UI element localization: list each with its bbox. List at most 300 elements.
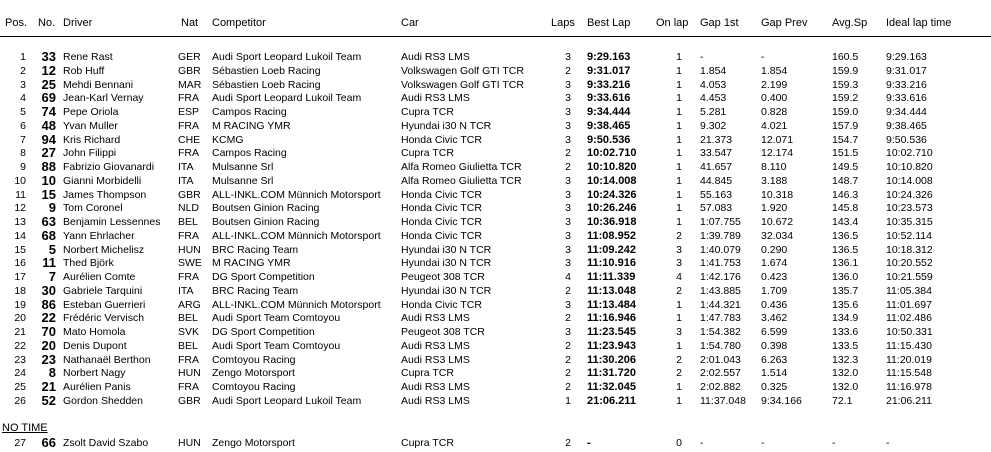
cell-onlap: 1 xyxy=(676,133,682,146)
cell-gapprev: 3.188 xyxy=(761,174,788,187)
cell-pos: 12 xyxy=(14,202,26,215)
cell-competitor: Zengo Motorsport xyxy=(212,367,295,380)
cell-onlap: 1 xyxy=(676,339,682,352)
cell-onlap: 2 xyxy=(676,367,682,380)
cell-car: Audi RS3 LMS xyxy=(401,51,470,63)
cell-car: Audi RS3 LMS xyxy=(401,339,470,352)
cell-pos: 1 xyxy=(20,51,26,63)
cell-laps: 2 xyxy=(565,381,571,393)
cell-no: 86 xyxy=(41,296,56,312)
table-row xyxy=(0,436,991,450)
header-gap1: Gap 1st xyxy=(700,17,739,29)
table-row xyxy=(0,284,991,298)
cell-competitor: Audi Sport Leopard Lukoil Team xyxy=(212,394,362,407)
cell-avg: 159.2 xyxy=(832,92,859,105)
cell-nat: HUN xyxy=(178,367,201,380)
cell-gapprev: 2.199 xyxy=(761,78,788,91)
cell-laps: 3 xyxy=(565,174,571,187)
cell-nat: ITA xyxy=(178,161,194,173)
cell-gap1: 1:41.753 xyxy=(700,257,741,270)
header-avg: Avg.Sp xyxy=(832,17,868,29)
cell-nat: GBR xyxy=(178,64,201,77)
cell-best: 9:31.017 xyxy=(587,64,631,77)
cell-no: 25 xyxy=(41,76,56,92)
cell-no: 22 xyxy=(41,310,56,326)
cell-car: Honda Civic TCR xyxy=(401,229,482,242)
cell-gapprev: 1.920 xyxy=(761,202,788,215)
cell-ideal: 11:05.384 xyxy=(886,284,932,297)
cell-laps: 3 xyxy=(565,92,571,105)
cell-onlap: 1 xyxy=(676,161,682,173)
cell-avg: 151.5 xyxy=(832,147,859,160)
cell-nat: HUN xyxy=(178,437,201,449)
cell-gap1: 1:42.176 xyxy=(700,271,741,283)
header-laps: Laps xyxy=(551,17,575,29)
cell-onlap: 1 xyxy=(676,298,682,311)
table-row xyxy=(0,119,991,133)
cell-avg: 132.0 xyxy=(832,367,859,380)
cell-driver: Rob Huff xyxy=(63,64,105,77)
cell-avg: 135.6 xyxy=(832,298,859,311)
cell-gapprev: 8.110 xyxy=(761,161,787,173)
cell-gap1: - xyxy=(700,437,704,449)
cell-laps: 2 xyxy=(565,353,571,366)
cell-pos: 20 xyxy=(14,312,26,325)
cell-pos: 21 xyxy=(14,326,26,338)
cell-onlap: 1 xyxy=(676,188,682,201)
cell-pos: 19 xyxy=(14,298,26,311)
cell-nat: FRA xyxy=(178,119,199,132)
cell-gapprev: 0.400 xyxy=(761,92,788,105)
cell-onlap: 3 xyxy=(676,326,682,338)
cell-gapprev: 0.828 xyxy=(761,106,788,118)
cell-laps: 3 xyxy=(565,51,571,63)
cell-best: 11:13.048 xyxy=(587,284,636,297)
cell-avg: 143.4 xyxy=(832,216,859,228)
cell-pos: 6 xyxy=(20,119,26,132)
cell-no: 9 xyxy=(48,200,56,216)
table-row xyxy=(0,270,991,284)
cell-laps: 2 xyxy=(565,284,571,297)
cell-competitor: Audi Sport Team Comtoyou xyxy=(212,339,341,352)
cell-ideal: 10:02.710 xyxy=(886,147,933,160)
cell-driver: Aurélien Panis xyxy=(63,381,131,393)
header-nat: Nat xyxy=(181,17,199,29)
cell-gapprev: 0.290 xyxy=(761,243,788,256)
cell-laps: 2 xyxy=(565,147,571,160)
cell-pos: 14 xyxy=(14,229,26,242)
cell-car: Honda Civic TCR xyxy=(401,202,482,215)
cell-competitor: Boutsen Ginion Racing xyxy=(212,216,320,228)
cell-gap1: 1:54.780 xyxy=(700,339,741,352)
cell-onlap: 1 xyxy=(676,92,682,105)
cell-pos: 2 xyxy=(20,64,26,77)
cell-gap1: 1:54.382 xyxy=(700,326,741,338)
cell-best: 10:02.710 xyxy=(587,147,637,160)
cell-driver: Tom Coronel xyxy=(63,202,123,215)
cell-gapprev: 6.599 xyxy=(761,326,788,338)
cell-nat: FRA xyxy=(178,353,199,366)
header-no: No. xyxy=(38,17,56,29)
cell-competitor: Audi Sport Leopard Lukoil Team xyxy=(212,51,362,63)
cell-ideal: 10:52.114 xyxy=(886,229,932,242)
table-row xyxy=(0,243,991,257)
cell-gap1: 57.083 xyxy=(700,202,733,215)
cell-avg: 159.0 xyxy=(832,106,859,118)
cell-pos: 25 xyxy=(14,381,26,393)
header-competitor: Competitor xyxy=(212,17,266,29)
cell-competitor: Campos Racing xyxy=(212,147,287,160)
cell-gap1: 1:44.321 xyxy=(700,298,741,311)
cell-onlap: 1 xyxy=(676,106,682,118)
cell-car: Peugeot 308 TCR xyxy=(401,271,485,283)
cell-best: - xyxy=(587,437,591,449)
cell-competitor: Zengo Motorsport xyxy=(212,437,295,449)
cell-ideal: - xyxy=(886,437,890,449)
cell-pos: 3 xyxy=(20,78,26,91)
table-row xyxy=(0,298,991,312)
cell-no: 11 xyxy=(42,255,56,271)
cell-laps: 2 xyxy=(565,312,571,325)
cell-no: 63 xyxy=(41,214,56,229)
cell-competitor: ALL-INKL.COM Münnich Motorsport xyxy=(212,229,381,242)
cell-onlap: 0 xyxy=(676,437,682,449)
cell-driver: Zsolt David Szabo xyxy=(63,437,149,449)
cell-no: 15 xyxy=(41,186,56,202)
cell-no: 66 xyxy=(41,435,56,450)
header-gapprev: Gap Prev xyxy=(761,17,808,29)
cell-gap1: 1:39.789 xyxy=(700,229,741,242)
cell-onlap: 1 xyxy=(676,381,682,393)
cell-no: 52 xyxy=(41,392,56,408)
cell-no: 5 xyxy=(48,241,56,257)
cell-gap1: 11:37.048 xyxy=(700,394,746,407)
cell-avg: - xyxy=(832,437,836,449)
cell-gapprev: 10.318 xyxy=(761,188,794,201)
cell-best: 11:09.242 xyxy=(587,243,636,256)
cell-driver: Frédéric Vervisch xyxy=(63,312,145,325)
cell-onlap: 1 xyxy=(676,64,682,77)
table-row xyxy=(0,160,991,174)
cell-nat: NLD xyxy=(178,202,200,215)
cell-laps: 3 xyxy=(565,298,571,311)
cell-avg: 154.7 xyxy=(832,133,859,146)
cell-gapprev: 3.462 xyxy=(761,312,788,325)
cell-gap1: 1:40.079 xyxy=(700,243,741,256)
cell-pos: 17 xyxy=(14,271,26,283)
cell-driver: James Thompson xyxy=(63,188,147,201)
cell-best: 9:33.616 xyxy=(587,92,631,105)
cell-gapprev: 1.514 xyxy=(761,367,788,380)
cell-nat: BEL xyxy=(178,339,198,352)
cell-car: Honda Civic TCR xyxy=(401,216,482,228)
cell-best: 11:16.946 xyxy=(587,312,636,325)
cell-no: 12 xyxy=(41,62,56,78)
table-row xyxy=(0,146,991,160)
cell-competitor: DG Sport Competition xyxy=(212,271,315,283)
cell-competitor: Comtoyou Racing xyxy=(212,381,296,393)
cell-competitor: DG Sport Competition xyxy=(212,326,315,338)
cell-avg: 157.9 xyxy=(832,119,859,132)
cell-ideal: 10:23.573 xyxy=(886,202,933,215)
cell-ideal: 21:06.211 xyxy=(886,394,932,407)
cell-onlap: 1 xyxy=(676,394,682,407)
table-row xyxy=(0,91,991,105)
table-row xyxy=(0,133,991,147)
cell-gapprev: 1.674 xyxy=(761,257,788,270)
cell-car: Alfa Romeo Giulietta TCR xyxy=(401,161,522,173)
cell-gap1: 1.854 xyxy=(700,64,727,77)
cell-driver: Rene Rast xyxy=(63,51,113,63)
cell-driver: Denis Dupont xyxy=(63,339,127,352)
cell-onlap: 1 xyxy=(676,216,682,228)
header-onlap: On lap xyxy=(656,17,689,29)
cell-car: Volkswagen Golf GTI TCR xyxy=(401,64,524,77)
cell-competitor: BRC Racing Team xyxy=(212,243,299,256)
table-row xyxy=(0,311,991,325)
cell-best: 10:14.008 xyxy=(587,174,637,187)
table-row xyxy=(0,188,991,202)
cell-gap1: 33.547 xyxy=(700,147,733,160)
table-row xyxy=(0,353,991,367)
cell-ideal: 11:20.019 xyxy=(886,353,932,366)
cell-avg: 136.0 xyxy=(832,271,859,283)
cell-gap1: 2:02.557 xyxy=(700,367,741,380)
cell-no: 94 xyxy=(41,131,56,147)
cell-nat: HUN xyxy=(178,243,201,256)
table-row xyxy=(0,339,991,353)
cell-avg: 136.1 xyxy=(832,257,859,270)
cell-best: 9:50.536 xyxy=(587,133,631,146)
cell-car: Hyundai i30 N TCR xyxy=(401,257,492,270)
cell-best: 10:36.918 xyxy=(587,216,637,228)
cell-gapprev: 0.325 xyxy=(761,381,788,393)
cell-pos: 23 xyxy=(14,353,26,366)
table-row xyxy=(0,201,991,215)
cell-avg: 136.5 xyxy=(832,229,859,242)
cell-ideal: 10:18.312 xyxy=(886,243,933,256)
cell-nat: FRA xyxy=(178,229,199,242)
cell-competitor: Comtoyou Racing xyxy=(212,353,296,366)
cell-car: Honda Civic TCR xyxy=(401,133,482,146)
cell-driver: Norbert Michelisz xyxy=(63,243,145,256)
cell-car: Volkswagen Golf GTI TCR xyxy=(401,78,524,91)
cell-pos: 8 xyxy=(20,147,26,160)
cell-no: 69 xyxy=(41,90,56,106)
cell-car: Cupra TCR xyxy=(401,106,454,118)
cell-pos: 11 xyxy=(15,188,26,201)
cell-gapprev: 0.398 xyxy=(761,339,788,352)
cell-laps: 2 xyxy=(565,64,571,77)
cell-avg: 146.3 xyxy=(832,188,859,201)
cell-laps: 3 xyxy=(565,243,571,256)
cell-car: Peugeot 308 TCR xyxy=(401,326,485,338)
cell-onlap: 1 xyxy=(676,312,682,325)
cell-best: 21:06.211 xyxy=(587,394,636,407)
cell-driver: Fabrizio Giovanardi xyxy=(63,161,155,173)
table-row xyxy=(0,380,991,394)
table-row xyxy=(0,50,991,64)
table-row xyxy=(0,174,991,188)
cell-competitor: ALL-INKL.COM Münnich Motorsport xyxy=(212,298,381,311)
cell-gap1: 21.373 xyxy=(700,133,733,146)
cell-ideal: 9:33.616 xyxy=(886,92,927,105)
cell-nat: GBR xyxy=(178,394,201,407)
cell-gap1: 44.845 xyxy=(700,174,733,187)
cell-gapprev: - xyxy=(761,51,765,63)
cell-competitor: ALL-INKL.COM Münnich Motorsport xyxy=(212,188,381,201)
cell-no: 23 xyxy=(41,351,56,367)
cell-driver: Jean-Karl Vernay xyxy=(63,92,144,105)
cell-competitor: M RACING YMR xyxy=(212,119,291,132)
cell-onlap: 1 xyxy=(676,78,682,91)
cell-onlap: 1 xyxy=(676,51,682,63)
cell-best: 10:26.246 xyxy=(587,202,637,215)
header-ideal: Ideal lap time xyxy=(886,17,952,29)
cell-avg: 72.1 xyxy=(832,394,853,407)
table-row xyxy=(0,256,991,270)
cell-gapprev: 1.854 xyxy=(761,64,788,77)
cell-nat: ARG xyxy=(178,298,201,311)
cell-best: 9:29.163 xyxy=(587,51,631,63)
cell-avg: 132.3 xyxy=(832,353,859,366)
cell-car: Cupra TCR xyxy=(401,367,454,380)
cell-nat: ESP xyxy=(178,106,200,118)
cell-best: 9:34.444 xyxy=(587,106,631,118)
cell-onlap: 1 xyxy=(676,119,682,132)
no-time-label: NO TIME xyxy=(2,422,48,434)
cell-nat: SVK xyxy=(178,326,200,338)
cell-pos: 22 xyxy=(14,339,26,352)
cell-no: 70 xyxy=(41,324,56,339)
cell-car: Audi RS3 LMS xyxy=(401,353,470,366)
cell-driver: Nathanaël Berthon xyxy=(63,353,151,366)
cell-competitor: Audi Sport Leopard Lukoil Team xyxy=(212,92,362,105)
cell-laps: 2 xyxy=(565,161,571,173)
cell-gap1: 4.053 xyxy=(700,78,727,91)
cell-ideal: 11:15.548 xyxy=(886,367,932,380)
cell-pos: 18 xyxy=(14,284,26,297)
cell-ideal: 9:31.017 xyxy=(886,64,927,77)
cell-driver: Thed Björk xyxy=(63,257,114,270)
table-row xyxy=(0,366,991,380)
cell-car: Honda Civic TCR xyxy=(401,298,482,311)
cell-driver: Mato Homola xyxy=(63,326,126,338)
cell-best: 11:08.952 xyxy=(587,229,636,242)
cell-driver: Norbert Nagy xyxy=(63,367,126,380)
cell-driver: Esteban Guerrieri xyxy=(63,298,146,311)
cell-pos: 5 xyxy=(20,106,26,118)
cell-car: Honda Civic TCR xyxy=(401,188,482,201)
cell-gap1: 1:07.755 xyxy=(700,216,741,228)
cell-best: 11:32.045 xyxy=(587,381,636,393)
cell-avg: 134.9 xyxy=(832,312,859,325)
cell-no: 48 xyxy=(41,117,56,133)
header-row xyxy=(0,16,991,30)
cell-best: 11:30.206 xyxy=(587,353,636,366)
cell-laps: 3 xyxy=(565,188,571,201)
cell-nat: FRA xyxy=(178,271,199,283)
cell-nat: BEL xyxy=(178,312,198,325)
cell-pos: 9 xyxy=(20,161,26,173)
cell-car: Audi RS3 LMS xyxy=(401,394,470,407)
table-row xyxy=(0,64,991,78)
cell-avg: 136.5 xyxy=(832,243,859,256)
cell-onlap: 3 xyxy=(676,257,682,270)
cell-driver: Mehdi Bennani xyxy=(63,78,134,91)
cell-gap1: 55.163 xyxy=(700,188,733,201)
cell-nat: FRA xyxy=(178,92,199,105)
cell-avg: 159.9 xyxy=(832,64,859,77)
table-row xyxy=(0,229,991,243)
cell-no: 30 xyxy=(41,282,56,298)
cell-avg: 135.7 xyxy=(832,284,859,297)
cell-gap1: 5.281 xyxy=(700,106,727,118)
cell-onlap: 1 xyxy=(676,202,682,215)
cell-driver: Gabriele Tarquini xyxy=(63,284,143,297)
cell-ideal: 9:34.444 xyxy=(886,106,927,118)
cell-gapprev: 0.423 xyxy=(761,271,788,283)
cell-driver: Kris Richard xyxy=(63,133,121,146)
cell-no: 10 xyxy=(41,172,56,188)
cell-gapprev: 4.021 xyxy=(761,119,788,132)
cell-ideal: 11:16.978 xyxy=(886,381,932,393)
cell-nat: ITA xyxy=(178,284,194,297)
cell-no: 20 xyxy=(41,337,56,353)
cell-competitor: M RACING YMR xyxy=(212,257,291,270)
cell-nat: FRA xyxy=(178,147,199,160)
cell-competitor: Mulsanne Srl xyxy=(212,174,274,187)
cell-ideal: 10:20.552 xyxy=(886,257,933,270)
cell-gap1: - xyxy=(700,51,704,63)
cell-gapprev: 0.436 xyxy=(761,298,788,311)
cell-pos: 26 xyxy=(14,394,26,407)
cell-laps: 1 xyxy=(565,394,571,407)
cell-nat: ITA xyxy=(178,174,194,187)
cell-pos: 4 xyxy=(20,92,26,105)
cell-gap1: 1:47.783 xyxy=(700,312,741,325)
cell-onlap: 4 xyxy=(676,271,682,283)
cell-nat: BEL xyxy=(178,216,198,228)
cell-car: Hyundai i30 N TCR xyxy=(401,243,492,256)
cell-ideal: 9:29.163 xyxy=(886,51,927,63)
cell-competitor: BRC Racing Team xyxy=(212,284,299,297)
cell-laps: 4 xyxy=(565,271,571,283)
cell-car: Alfa Romeo Giulietta TCR xyxy=(401,174,522,187)
cell-best: 9:33.216 xyxy=(587,78,631,91)
cell-avg: 145.8 xyxy=(832,202,859,215)
cell-laps: 3 xyxy=(565,216,571,228)
cell-gapprev: 9:34.166 xyxy=(761,394,802,407)
cell-car: Cupra TCR xyxy=(401,147,454,160)
cell-onlap: 2 xyxy=(676,353,682,366)
cell-competitor: Sébastien Loeb Racing xyxy=(212,78,321,91)
cell-gapprev: 1.709 xyxy=(761,284,788,297)
cell-driver: Yann Ehrlacher xyxy=(63,229,135,242)
cell-avg: 132.0 xyxy=(832,381,859,393)
cell-ideal: 9:38.465 xyxy=(886,119,927,132)
cell-nat: MAR xyxy=(178,78,202,91)
cell-ideal: 11:02.486 xyxy=(886,312,932,325)
cell-driver: Benjamin Lessennes xyxy=(63,216,161,228)
cell-driver: John Filippi xyxy=(63,147,117,160)
cell-car: Audi RS3 LMS xyxy=(401,92,470,105)
cell-laps: 2 xyxy=(565,437,571,449)
cell-avg: 160.5 xyxy=(832,51,859,63)
cell-ideal: 9:33.216 xyxy=(886,78,927,91)
cell-gapprev: - xyxy=(761,437,765,449)
cell-competitor: Sébastien Loeb Racing xyxy=(212,64,321,77)
